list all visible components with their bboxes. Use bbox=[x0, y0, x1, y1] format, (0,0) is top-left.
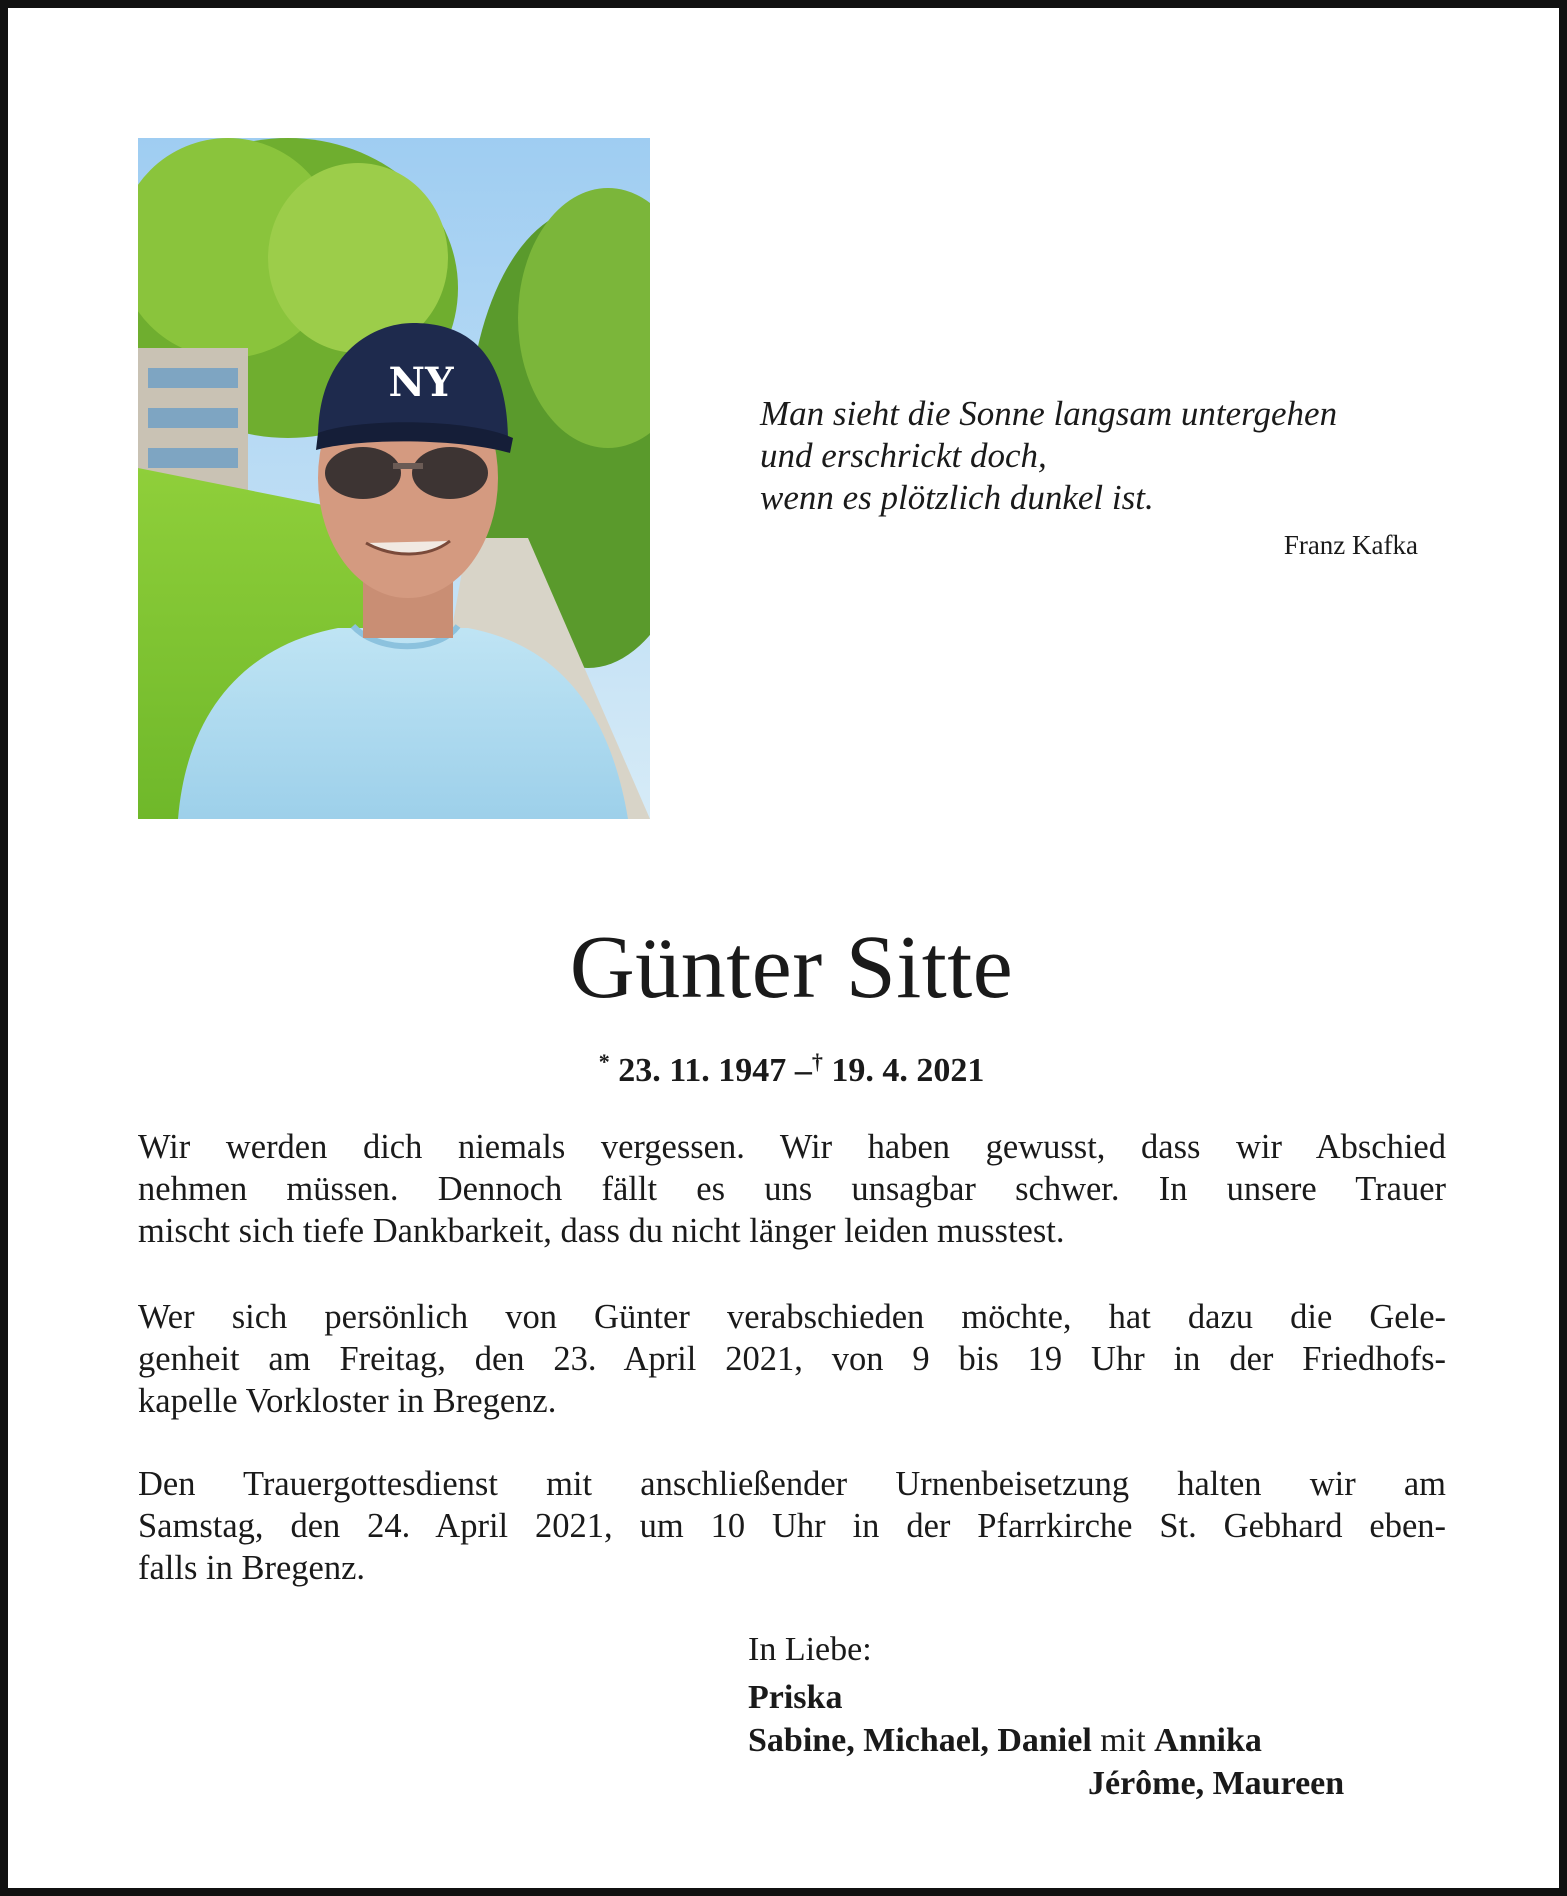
signature-names: Sabine, Michael, Daniel bbox=[748, 1722, 1092, 1759]
quote-line: und erschrickt doch, bbox=[760, 436, 1047, 475]
paragraph-line: Den Trauergottesdienst mit anschließender Urnenbeisetzung halten wir am bbox=[138, 1465, 1446, 1503]
paragraph-line: kapelle Vorkloster in Bregenz. bbox=[138, 1382, 557, 1420]
quote bbox=[760, 393, 1420, 519]
death-symbol: † bbox=[811, 1049, 823, 1074]
death-date: 19. 4. 2021 bbox=[831, 1052, 985, 1089]
signature-line-3 bbox=[1088, 1765, 1344, 1803]
paragraph-line: mischt sich tiefe Dankbarkeit, dass du nicht länger leiden musstest. bbox=[138, 1212, 1065, 1250]
paragraph-line: Wer sich persönlich von Günter verabschieden möchte, hat dazu die Gele- bbox=[138, 1298, 1446, 1336]
paragraph-service bbox=[138, 1463, 1446, 1589]
birth-symbol: * bbox=[598, 1049, 610, 1074]
signature-line-1 bbox=[748, 1679, 842, 1717]
signature-with: mit bbox=[1100, 1722, 1146, 1759]
deceased-name: Günter Sitte bbox=[569, 918, 1014, 1017]
portrait-photo bbox=[138, 138, 650, 819]
birth-date: 23. 11. 1947 bbox=[618, 1052, 787, 1089]
paragraph-line: genheit am Freitag, den 23. April 2021, von 9 bis 19 Uhr in der Friedhofs- bbox=[138, 1340, 1446, 1378]
date-separator: – bbox=[794, 1052, 812, 1089]
portrait-illustration bbox=[138, 138, 650, 819]
paragraph-farewell bbox=[138, 1126, 1446, 1252]
paragraph-viewing bbox=[138, 1296, 1446, 1422]
quote-line: Man sieht die Sonne langsam untergehen bbox=[760, 394, 1338, 433]
paragraph-line: nehmen müssen. Dennoch fällt es uns unsagbar schwer. In unsere Trauer bbox=[138, 1170, 1446, 1208]
signature-intro: In Liebe: bbox=[748, 1631, 872, 1668]
signature-line-2 bbox=[748, 1722, 1262, 1760]
signature-partner: Annika bbox=[1154, 1722, 1262, 1759]
paragraph-line: Samstag, den 24. April 2021, um 10 Uhr in der Pfarrkirche St. Gebhard eben- bbox=[138, 1507, 1446, 1545]
paragraph-line: Wir werden dich niemals vergessen. Wir haben gewusst, dass wir Abschied bbox=[138, 1128, 1446, 1166]
quote-author: Franz Kafka bbox=[1283, 530, 1418, 560]
signature-names-grandchildren: Jérôme, Maureen bbox=[1088, 1765, 1345, 1802]
paragraph-line: falls in Bregenz. bbox=[138, 1549, 366, 1587]
signature-name: Priska bbox=[748, 1679, 843, 1716]
life-dates bbox=[8, 1040, 1567, 1093]
cap-logo: NY bbox=[388, 359, 454, 406]
quote-line: wenn es plötzlich dunkel ist. bbox=[760, 478, 1154, 517]
